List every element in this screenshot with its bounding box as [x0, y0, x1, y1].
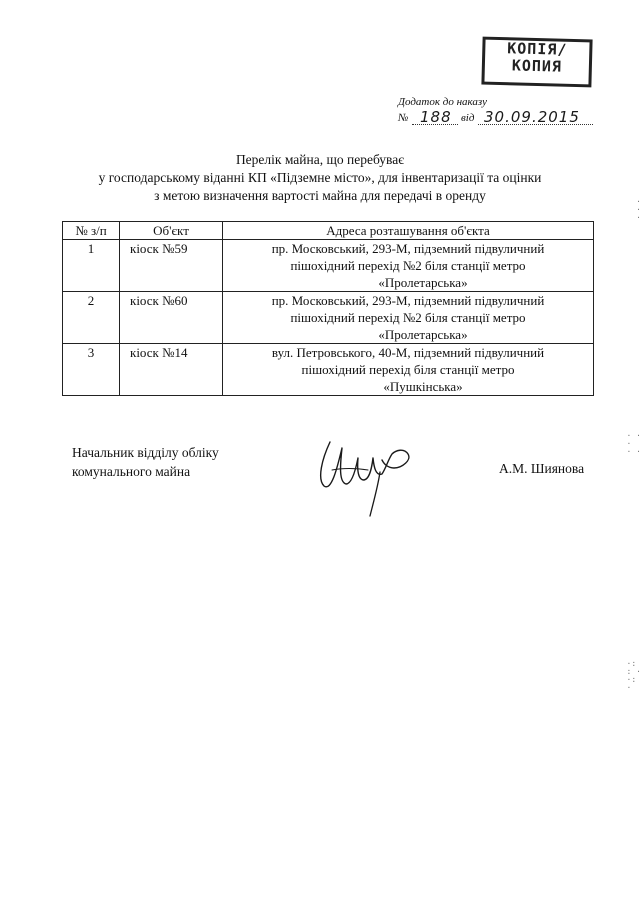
row-object: кіоск №59 [120, 240, 223, 292]
header-object: Об'єкт [120, 222, 223, 240]
table-row [63, 292, 594, 344]
table-header-row [63, 222, 594, 240]
row-object: кіоск №60 [120, 292, 223, 344]
order-number-value: 188 [420, 108, 452, 126]
address-line: пішохідний перехід №2 біля станції метро [290, 310, 526, 325]
address-line: вул. Петровського, 40-М, підземний підвуличний [271, 345, 545, 360]
address-line: «Пролетарська» [378, 275, 468, 290]
order-date-value: 30.09.2015 [484, 108, 580, 126]
title-line-3: з метою визначення вартості майна для передачі в оренду [154, 188, 486, 203]
table-row [63, 344, 594, 396]
address-line: пр. Московський, 293-М, підземний підвуличний [271, 293, 545, 308]
row-num: 1 [63, 240, 120, 292]
handwritten-signature [312, 434, 422, 524]
order-number-label: № [398, 112, 409, 124]
stamp-line-2: КОПИЯ [511, 56, 563, 76]
row-num: 2 [63, 292, 120, 344]
address-line: пішохідний перехід №2 біля станції метро [290, 258, 526, 273]
position-line-1: Начальник відділу обліку [72, 445, 219, 460]
row-address [223, 344, 594, 396]
address-line: «Пушкінська» [383, 379, 463, 394]
stamp-line-1: КОПІЯ/ [507, 39, 568, 59]
scan-artifact: · · · [636, 197, 641, 222]
signatory-position [72, 443, 219, 481]
order-date-label: від [461, 112, 475, 124]
title-line-2: у господарському віданні КП «Підземне місто», для інвентаризації та оцінки [98, 170, 542, 185]
table-row [63, 240, 594, 292]
position-line-2: комунального майна [72, 464, 191, 479]
row-address [223, 292, 594, 344]
title-line-1: Перелік майна, що перебуває [235, 152, 405, 167]
row-address [223, 240, 594, 292]
scan-artifact: ·: : · ·: · [626, 659, 641, 692]
address-line: «Пролетарська» [378, 327, 468, 342]
header-num: № з/п [63, 222, 120, 240]
copy-stamp [481, 37, 592, 88]
order-reference [398, 108, 598, 126]
signatory-name: А.М. Шиянова [499, 461, 585, 476]
annex-caption: Додаток до наказу [398, 96, 487, 108]
property-table [62, 221, 594, 396]
header-address: Адреса розташування об'єкта [223, 222, 594, 240]
address-line: пр. Московський, 293-М, підземний підвуличний [271, 241, 545, 256]
row-object: кіоск №14 [120, 344, 223, 396]
row-num: 3 [63, 344, 120, 396]
scan-artifact: · · · · · [626, 431, 641, 456]
address-line: пішохідний перехід біля станції метро [301, 362, 515, 377]
